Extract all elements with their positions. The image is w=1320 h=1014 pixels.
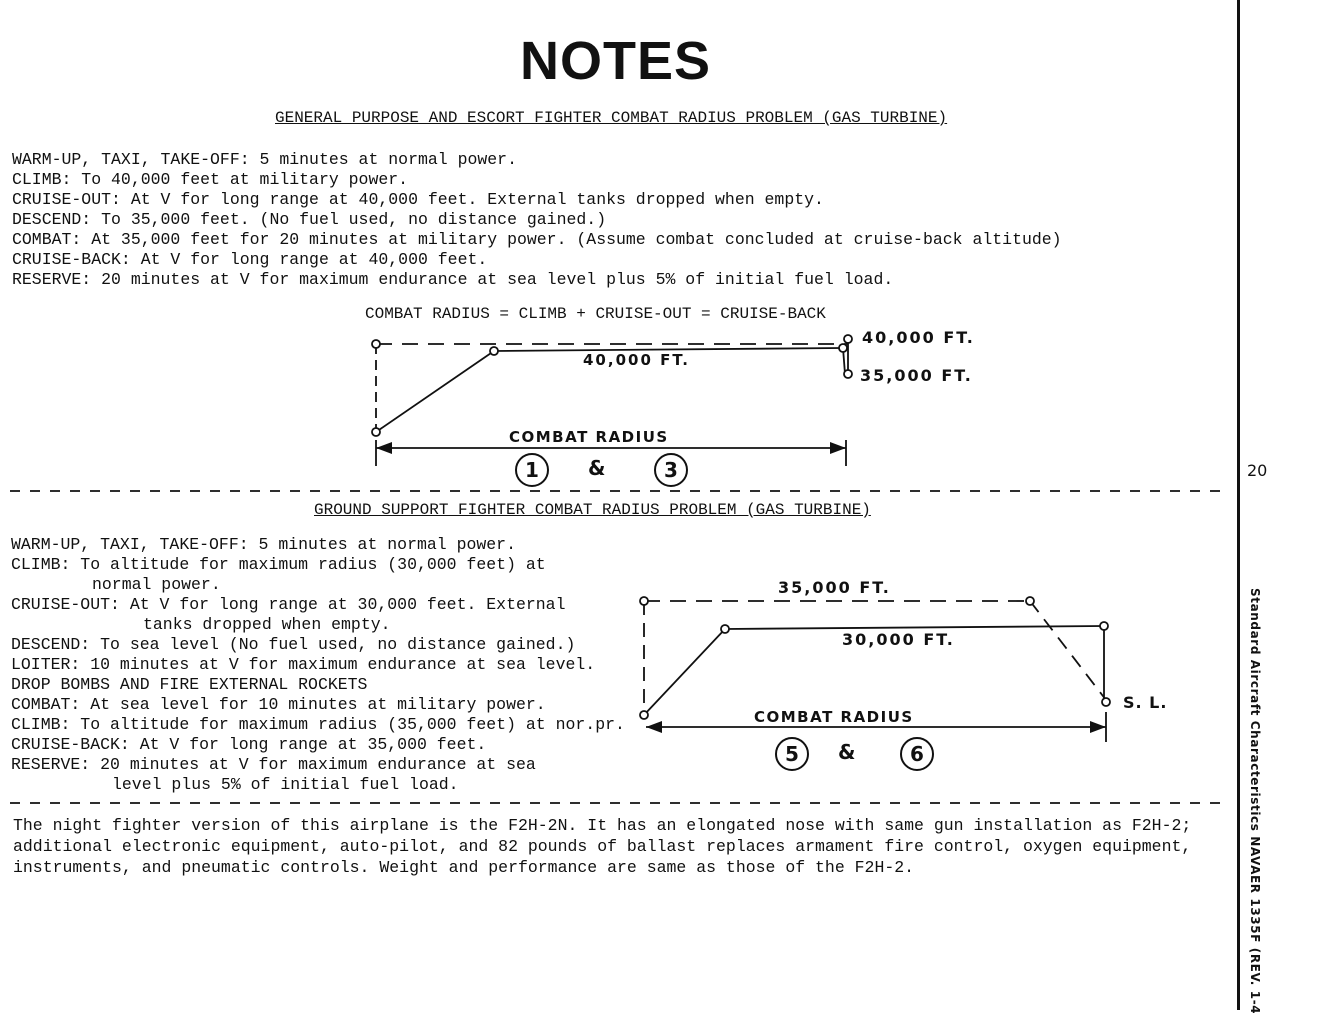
s1-line-combat: COMBAT: At 35,000 feet for 20 minutes at military power. (Assume combat concluded at cruise-back altitude) <box>12 230 1062 249</box>
d2-cruise-line <box>725 626 1104 629</box>
d2-sea-level-label: S. L. <box>1123 693 1168 712</box>
note-line-2: additional electronic equipment, auto-pilot, and 82 pounds of ballast replaces armament fire control, oxygen equipment, <box>13 837 1192 856</box>
s2-line-reserve-cont: level plus 5% of initial fuel load. <box>112 775 459 794</box>
page-number: 20 <box>1247 461 1268 480</box>
d1-alt-35000-label: 35,000 FT. <box>860 366 973 385</box>
combat-radius-formula: COMBAT RADIUS = CLIMB + CRUISE-OUT = CRUISE-BACK <box>365 305 826 323</box>
s2-line-climb: CLIMB: To altitude for maximum radius (30,000 feet) at <box>11 555 546 574</box>
d2-climb-back-dashed <box>1030 601 1106 700</box>
note-line-3: instruments, and pneumatic controls. Weight and performance are same as those of the F2H-2. <box>13 858 915 877</box>
s1-line-reserve: RESERVE: 20 minutes at V for maximum endurance at sea level plus 5% of initial fuel load. <box>12 270 894 289</box>
d1-point-40000 <box>844 335 852 343</box>
d2-point-35000-start <box>640 597 648 605</box>
s1-line-cruise-out: CRUISE-OUT: At V for long range at 40,000 feet. External tanks dropped when empty. <box>12 190 824 209</box>
d2-point-35000-end <box>1026 597 1034 605</box>
d1-arrowhead-left <box>376 442 392 454</box>
d1-ampersand: & <box>588 456 606 480</box>
document-side-label: Standard Aircraft Characteristics NAVAER 1335F (REV. 1-4 <box>1248 588 1262 1014</box>
d1-point-top-of-climb <box>490 347 498 355</box>
s1-line-descend: DESCEND: To 35,000 feet. (No fuel used, no distance gained.) <box>12 210 607 229</box>
d2-arrowhead-right <box>1090 721 1106 733</box>
right-margin-rule <box>1237 0 1240 1010</box>
d2-combat-radius-label: COMBAT RADIUS <box>754 708 914 726</box>
s2-line-cruise-back: CRUISE-BACK: At V for long range at 35,000 feet. <box>11 735 487 754</box>
s2-line-cruise-out: CRUISE-OUT: At V for long range at 30,000 feet. External <box>11 595 566 614</box>
d1-point-35000 <box>844 370 852 378</box>
d2-point-sea-level <box>1102 698 1110 706</box>
d1-problem-1-badge: 1 <box>515 453 549 487</box>
d2-arrowhead-left <box>646 721 662 733</box>
s2-line-warmup: WARM-UP, TAXI, TAKE-OFF: 5 minutes at normal power. <box>11 535 516 554</box>
d1-arrowhead-right <box>830 442 846 454</box>
s2-line-drop-bombs: DROP BOMBS AND FIRE EXTERNAL ROCKETS <box>11 675 368 694</box>
d2-problem-5-badge: 5 <box>775 737 809 771</box>
d1-combat-radius-label: COMBAT RADIUS <box>509 428 669 446</box>
d2-cruise-altitude-label: 30,000 FT. <box>842 630 955 649</box>
s1-line-cruise-back: CRUISE-BACK: At V for long range at 40,000 feet. <box>12 250 488 269</box>
s1-line-warmup: WARM-UP, TAXI, TAKE-OFF: 5 minutes at normal power. <box>12 150 517 169</box>
s2-line-combat: COMBAT: At sea level for 10 minutes at military power. <box>11 695 546 714</box>
d1-point-start-top <box>372 340 380 348</box>
d1-point-ground <box>372 428 380 436</box>
d1-point-end-cruise <box>839 344 847 352</box>
d2-alt-35000-label: 35,000 FT. <box>778 578 891 597</box>
d2-point-ground <box>640 711 648 719</box>
s2-line-loiter: LOITER: 10 minutes at V for maximum endurance at sea level. <box>11 655 596 674</box>
d2-problem-6-badge: 6 <box>900 737 934 771</box>
s2-line-climb-cont: normal power. <box>92 575 221 594</box>
d2-ampersand: & <box>838 740 856 764</box>
section1-heading: GENERAL PURPOSE AND ESCORT FIGHTER COMBAT RADIUS PROBLEM (GAS TURBINE) <box>275 109 948 127</box>
s2-line-descend: DESCEND: To sea level (No fuel used, no distance gained.) <box>11 635 576 654</box>
section2-heading: GROUND SUPPORT FIGHTER COMBAT RADIUS PROBLEM (GAS TURBINE) <box>314 501 871 519</box>
s1-line-climb: CLIMB: To 40,000 feet at military power. <box>12 170 409 189</box>
d1-climb-line <box>376 351 494 432</box>
d2-climb-line <box>644 629 725 715</box>
s2-line-climb-back: CLIMB: To altitude for maximum radius (35,000 feet) at nor.pr. <box>11 715 625 734</box>
s2-line-cruise-out-cont: tanks dropped when empty. <box>143 615 391 634</box>
d1-cruise-altitude-label: 40,000 FT. <box>583 351 691 369</box>
s2-line-reserve: RESERVE: 20 minutes at V for maximum endurance at sea <box>11 755 536 774</box>
d2-point-top-of-climb <box>721 625 729 633</box>
d1-problem-3-badge: 3 <box>654 453 688 487</box>
note-line-1: The night fighter version of this airplane is the F2H-2N. It has an elongated nose with same gun installation as F2H-2; <box>13 816 1192 835</box>
d2-point-end-cruise <box>1100 622 1108 630</box>
d1-alt-40000-label: 40,000 FT. <box>862 328 975 347</box>
page-title: NOTES <box>520 31 712 91</box>
